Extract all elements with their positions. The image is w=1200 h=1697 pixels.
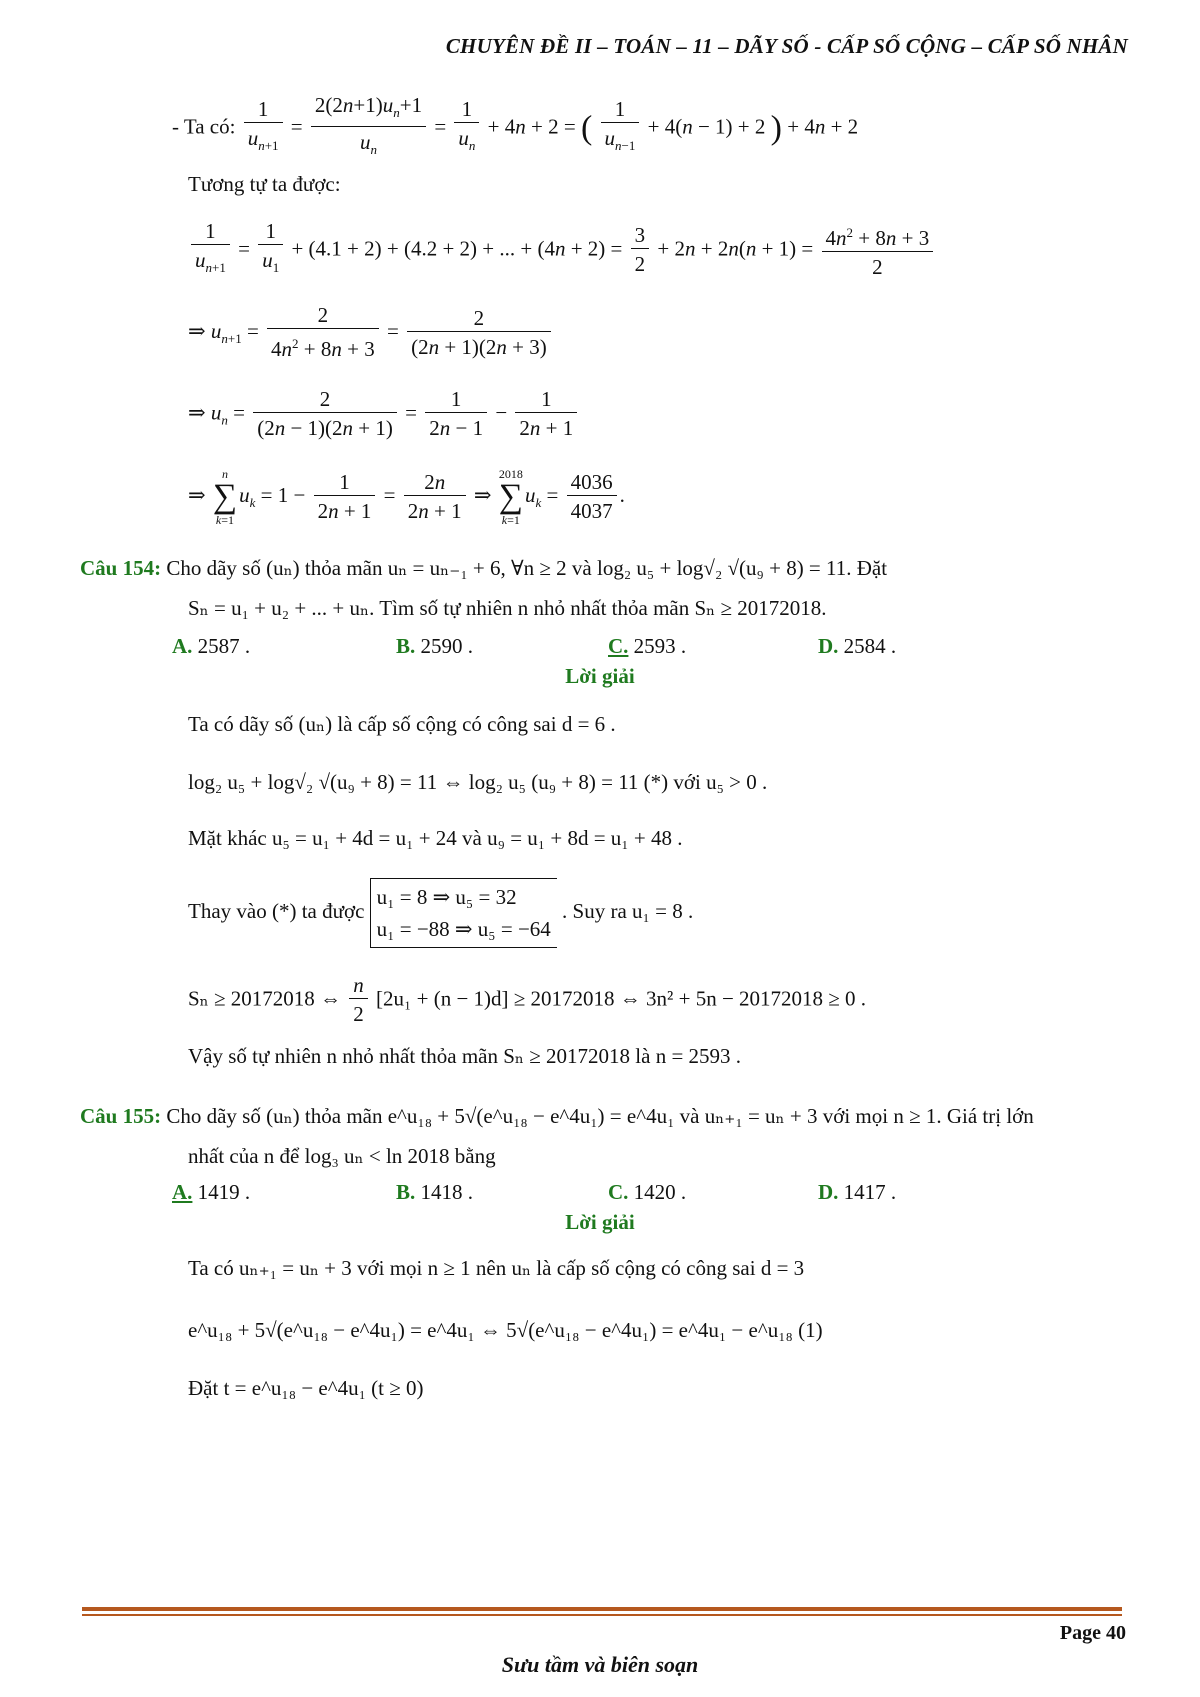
ta-co-label: - Ta có: <box>172 114 236 139</box>
q154-option-a[interactable]: A. 2587 . <box>172 634 251 658</box>
footer-divider-thin <box>82 1614 1122 1616</box>
q154-solution-title: Lời giải <box>565 664 635 688</box>
q154-line2: Sₙ = u₁ + u₂ + ... + uₙ. Tìm số tự nhiên n nhỏ nhất thỏa mãn Sₙ ≥ 20172018. <box>188 596 827 620</box>
q155-solution-title: Lời giải <box>565 1210 635 1234</box>
eq-sum-result: ⇒ n ∑ k=1 $u_k = 1$ − $\frac{1}{2n + 1}$ = $\frac{2n}{2n + 1}$ ⇒ 2018 ∑ k=1 $u_k$ = $\frac{4036}{4037}$ . <box>188 467 625 527</box>
page-number: Page 40 <box>1059 1622 1126 1644</box>
q154-option-b[interactable]: B. 2590 . <box>396 634 474 658</box>
q155-label: Câu 155: <box>80 1104 162 1128</box>
q155-option-a[interactable]: A. 1419 . <box>172 1180 251 1204</box>
q154-label: Câu 154: <box>80 556 162 580</box>
q154-line1 <box>80 556 887 581</box>
eq-u-n: ⇒ $u_n$ = $\frac{2}{(2n - 1)(2n + 1)}$ = $\frac{1}{2n - 1}$ − $\frac{1}{2n + 1}$ <box>188 386 580 443</box>
footer-credit: Sưu tầm và biên soạn <box>501 1652 699 1677</box>
eq-sum-recip: $\frac{1}{u_{n+1}}$ = $\frac{1}{u_1}$ + (4.1 + 2) + (4.2 + 2) + ... + (4n + 2) = $\frac{3}{2}$ + 2n + 2n(n + 1) = $\frac{4n^2 + 8n + 3}{2}$ <box>188 218 936 283</box>
q155-option-b[interactable]: B. 1418 . <box>396 1180 474 1204</box>
eq-ta-co: - Ta có: $\frac{1}{u_{n+1}}$ = $\frac{2(2n+1)u_n+1}{u_n}$ = $\frac{1}{u_n}$ + 4n + 2 = ( $\frac{1}{u_{n-1}}$ + 4(n − 1) + 2 ) + 4n + 2 <box>172 93 859 158</box>
q155-text1: Cho dãy số (uₙ) thỏa mãn e^u₁₈ + 5√(e^u₁₈ − e^4u₁) = e^4u₁ và uₙ₊₁ = uₙ + 3 với mọi n ≥ 1. Giá trị lớn <box>166 1104 1034 1128</box>
q155-line2: nhất của n để log₃ uₙ < ln 2018 bằng <box>188 1144 496 1168</box>
q154-option-d[interactable]: D. 2584 . <box>818 634 897 658</box>
page-header: CHUYÊN ĐỀ II – TOÁN – 11 – DÃY SỐ - CẤP SỐ CỘNG – CẤP SỐ NHÂN <box>445 34 1128 58</box>
q154-sol-3: Mặt khác u₅ = u₁ + 4d = u₁ + 24 và u₉ = u₁ + 8d = u₁ + 48 . <box>188 826 683 850</box>
q154-system: u₁ = 8 ⇒ u₅ = 32 u₁ = −88 ⇒ u₅ = −64 <box>370 878 557 948</box>
footer-divider-thick <box>82 1607 1122 1611</box>
q154-sol-4: Thay vào (*) ta được u₁ = 8 ⇒ u₅ = 32 u₁ = −88 ⇒ u₅ = −64 . Suy ra u₁ = 8 . <box>188 878 693 948</box>
q154-sol-2: log₂ u₅ + log√₂ √(u₉ + 8) = 11 ⇔ log₂ u₅ (u₉ + 8) = 11 (*) với u₅ > 0 . <box>188 770 768 794</box>
q154-sol-5: Sₙ ≥ 20172018 ⇔ $\frac{n}{2}$ [2u₁ + (n − 1)d] ≥ 20172018 ⇔ 3n² + 5n − 20172018 ≥ 0 . <box>188 973 867 1026</box>
q155-sol-3: Đặt t = e^u₁₈ − e^4u₁ (t ≥ 0) <box>188 1376 424 1400</box>
q155-sol-2: e^u₁₈ + 5√(e^u₁₈ − e^4u₁) = e^4u₁ ⇔ 5√(e^u₁₈ − e^4u₁) = e^4u₁ − e^u₁₈ (1) <box>188 1318 823 1342</box>
q155-option-d[interactable]: D. 1417 . <box>818 1180 897 1204</box>
tuong-tu-line: Tương tự ta được: <box>188 172 341 196</box>
q154-sol-6: Vậy số tự nhiên n nhỏ nhất thỏa mãn Sₙ ≥ 20172018 là n = 2593 . <box>188 1044 742 1068</box>
q155-line1 <box>80 1104 1034 1129</box>
q155-sol-1: Ta có uₙ₊₁ = uₙ + 3 với mọi n ≥ 1 nên uₙ là cấp số cộng có công sai d = 3 <box>188 1256 805 1280</box>
q154-text1: Cho dãy số (uₙ) thỏa mãn uₙ = uₙ₋₁ + 6, ∀n ≥ 2 và log₂ u₅ + log√₂ √(u₉ + 8) = 11. Đặt <box>166 556 888 580</box>
q154-option-c[interactable]: C. 2593 . <box>608 634 687 658</box>
q154-sol-1: Ta có dãy số (uₙ) là cấp số cộng có công sai d = 6 . <box>188 712 616 736</box>
eq-u-n-plus-1: ⇒ $u_{n+1}$ = $\frac{2}{4n^2 + 8n + 3}$ = $\frac{2}{(2n + 1)(2n + 3)}$ <box>188 302 554 364</box>
q155-option-c[interactable]: C. 1420 . <box>608 1180 687 1204</box>
